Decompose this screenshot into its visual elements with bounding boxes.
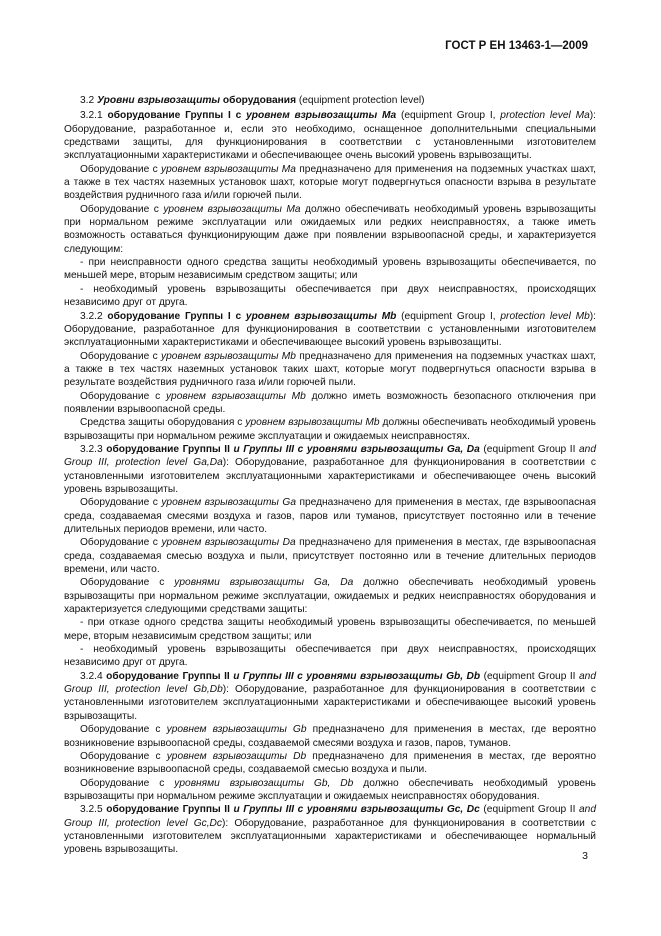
term-bold: оборудование Группы I с	[107, 310, 246, 322]
term-bold-italic: и Группы III с уровнями взрывозащиты Gb, Db	[233, 670, 481, 682]
term-english: (equipment Group I,	[396, 110, 501, 122]
definition-text: ): Оборудование, разработанное для функционирования в соответствии с установленными изготовителем эксплуатационными характеристиками и обеспечивающее очень высокий уровень взрывозащиты.	[64, 457, 597, 495]
paragraph: Оборудование с уровнем взрывозащиты Db предназначено для применения в местах, где вероятно возникновение взрывоопасной среды, создаваемой смесью воздуха и пыли.	[64, 750, 597, 776]
paragraph: Средства защиты оборудования с уровнем взрывозащиты Mb должны обеспечивать необходимый уровень взрывозащиты при нормальном режиме эксплуатации и ожидаемых неисправностях.	[64, 417, 596, 442]
section-number: 3.2.5	[80, 804, 107, 816]
term-english-italic: and Group III, protection level Gb,Db	[64, 670, 596, 696]
term-bold-italic: уровнем взрывозащиты Mb	[245, 310, 397, 322]
term-bold-italic: и Группы III с уровнями взрывозащиты Gc, Dc	[233, 804, 480, 816]
term-title: Уровни взрывозащиты	[97, 95, 221, 106]
page-number: 3	[582, 850, 588, 862]
section-number: 3.2.3	[80, 443, 107, 455]
section-3-2-3-definition	[64, 443, 596, 496]
term-english: (equipment Group II	[479, 443, 580, 455]
list-item: - при неисправности одного средства защиты необходимый уровень взрывозащиты обеспечивается, по меньшей мере, вторым независимым средством защиты; или	[64, 257, 596, 282]
term-bold: оборудование Группы II	[106, 443, 234, 455]
definition-text: ): Оборудование, разработанное для функционирования в соответствии с установленными изготовителем эксплуатационными характеристиками и обеспечивающее высокий уровень взрывозащиты.	[64, 310, 596, 349]
paragraph: Оборудование с уровнем взрывозащиты Da предназначено для применения в местах, где взрывоопасная среда, создаваемая смесью воздуха и пыли, присутствует постоянно или в течение длительных периодов времени, или часто.	[64, 537, 596, 576]
document-id-header: ГОСТ Р ЕН 13463-1—2009	[445, 40, 588, 52]
paragraph: Оборудование с уровнем взрывозащиты Mb предназначено для применения на подземных участках шахт, а также в тех частях наземных установок таких шахт, которые могут подвергнуться опасности взрыва в результате воздействия рудничного газа и/или горючей пыли.	[64, 350, 596, 389]
term-english-italic: and Group III, protection level Gc,Dc	[64, 804, 597, 829]
definition-text: ): Оборудование, разработанное для функционирования в соответствии с установленными изготовителем эксплуатационными характеристиками и обеспечивающее высокий уровень взрывозащиты.	[64, 684, 597, 722]
section-number: 3.2.1	[80, 110, 108, 122]
term-bold: оборудование Группы II	[106, 804, 234, 816]
paragraph: Оборудование с уровнем взрывозащиты Ma должно обеспечивать необходимый уровень взрывозащиты при нормальном режиме эксплуатации или ожидаемых или редких неисправностях, а также иметь возможность оставаться функционирующим даже при появлении взрывоопасной среды, и характеризуется следующим:	[64, 203, 596, 255]
paragraph: Оборудование с уровнями взрывозащиты Gb, Db должно обеспечивать необходимый уровень взрывозащиты при нормальном режиме эксплуатации и ожидаемых неисправностях оборудования.	[64, 777, 596, 802]
section-3-2-1-definition	[64, 109, 596, 162]
term-english-italic: and Group III, protection level Ga,Da	[64, 443, 597, 469]
term-english: (equipment Group II	[479, 804, 580, 816]
section-number: 3.2.4	[80, 670, 107, 682]
section-3-2-4-definition	[64, 670, 596, 723]
paragraph: Оборудование с уровнем взрывозащиты Ma предназначено для применения на подземных участках шахт, а также в тех частях наземных установок шахт, которые могут подвергнуться опасности взрыва в результате воздействия рудничного газа и/или горючей пыли.	[64, 163, 596, 202]
term-english: (equipment Group I,	[396, 310, 501, 322]
term-bold: оборудование Группы II	[106, 670, 234, 682]
paragraph: Оборудование с уровнем взрывозащиты Mb должно иметь возможность безопасного отключения при появлении взрывоопасной среды.	[64, 390, 596, 415]
term-bold: оборудование Группы I с	[107, 110, 247, 122]
definition-text: ): Оборудование, разработанное для функционирования в соответствии с установленными изготовителем эксплуатационными характеристиками и обеспечивающее нормальный уровень взрывозащиты.	[64, 817, 596, 856]
section-3-2-5-definition	[64, 803, 596, 856]
list-item: - необходимый уровень взрывозащиты обеспечивается при двух неисправностях, происходящих независимо друг от друга.	[64, 644, 596, 669]
document-body	[64, 94, 596, 857]
term-english-italic: protection level Mb	[500, 310, 590, 322]
paragraph: Оборудование с уровнем взрывозащиты Ga предназначено для применения в местах, где взрывоопасная среда, создаваемая смесями воздуха и газов, паров или туманов, присутствует постоянно или в течение длительных периодов времени, или часто.	[64, 497, 596, 535]
term-english: (equipment protection level)	[296, 95, 425, 106]
list-item: - при отказе одного средства защиты необходимый уровень взрывозащиты обеспечивается, по меньшей мере, вторым независимым средством защиты; или	[64, 617, 596, 642]
term-english: (equipment Group II	[480, 670, 579, 682]
paragraph: Оборудование с уровнем взрывозащиты Gb предназначено для применения в местах, где вероятно возникновение взрывоопасной среды, создаваемой смесями воздуха и газов, паров, туманов.	[64, 724, 596, 749]
term-bold-italic: уровнем взрывозащиты Ma	[246, 110, 397, 122]
term-bold-italic: и Группы III с уровнями взрывозащиты Ga, Da	[233, 443, 480, 455]
term-english-italic: protection level Ma	[500, 110, 590, 122]
section-number: 3.2	[80, 95, 97, 106]
term-title-cont: оборудования	[220, 95, 297, 106]
paragraph: Оборудование с уровнями взрывозащиты Ga, Da должно обеспечивать необходимый уровень взрывозащиты при нормальном режиме эксплуатации, ожидаемых и редких неисправностях оборудования и характеризуется следующими средствами защиты:	[64, 577, 596, 616]
section-3-2-2-definition	[64, 310, 596, 350]
list-item: - необходимый уровень взрывозащиты обеспечивается при двух неисправностях, происходящих независимо друг от друга.	[64, 283, 596, 309]
section-number: 3.2.2	[80, 310, 108, 322]
definition-text: ): Оборудование, разработанное и, если это необходимо, оснащенное дополнительными специальными средствами защиты, для функционирования в соответствии с установленными изготовителем эксплуатационными характеристиками и обеспечивающее очень высокий уровень взрывозащиты.	[64, 110, 596, 162]
section-3-2-heading	[64, 94, 596, 107]
